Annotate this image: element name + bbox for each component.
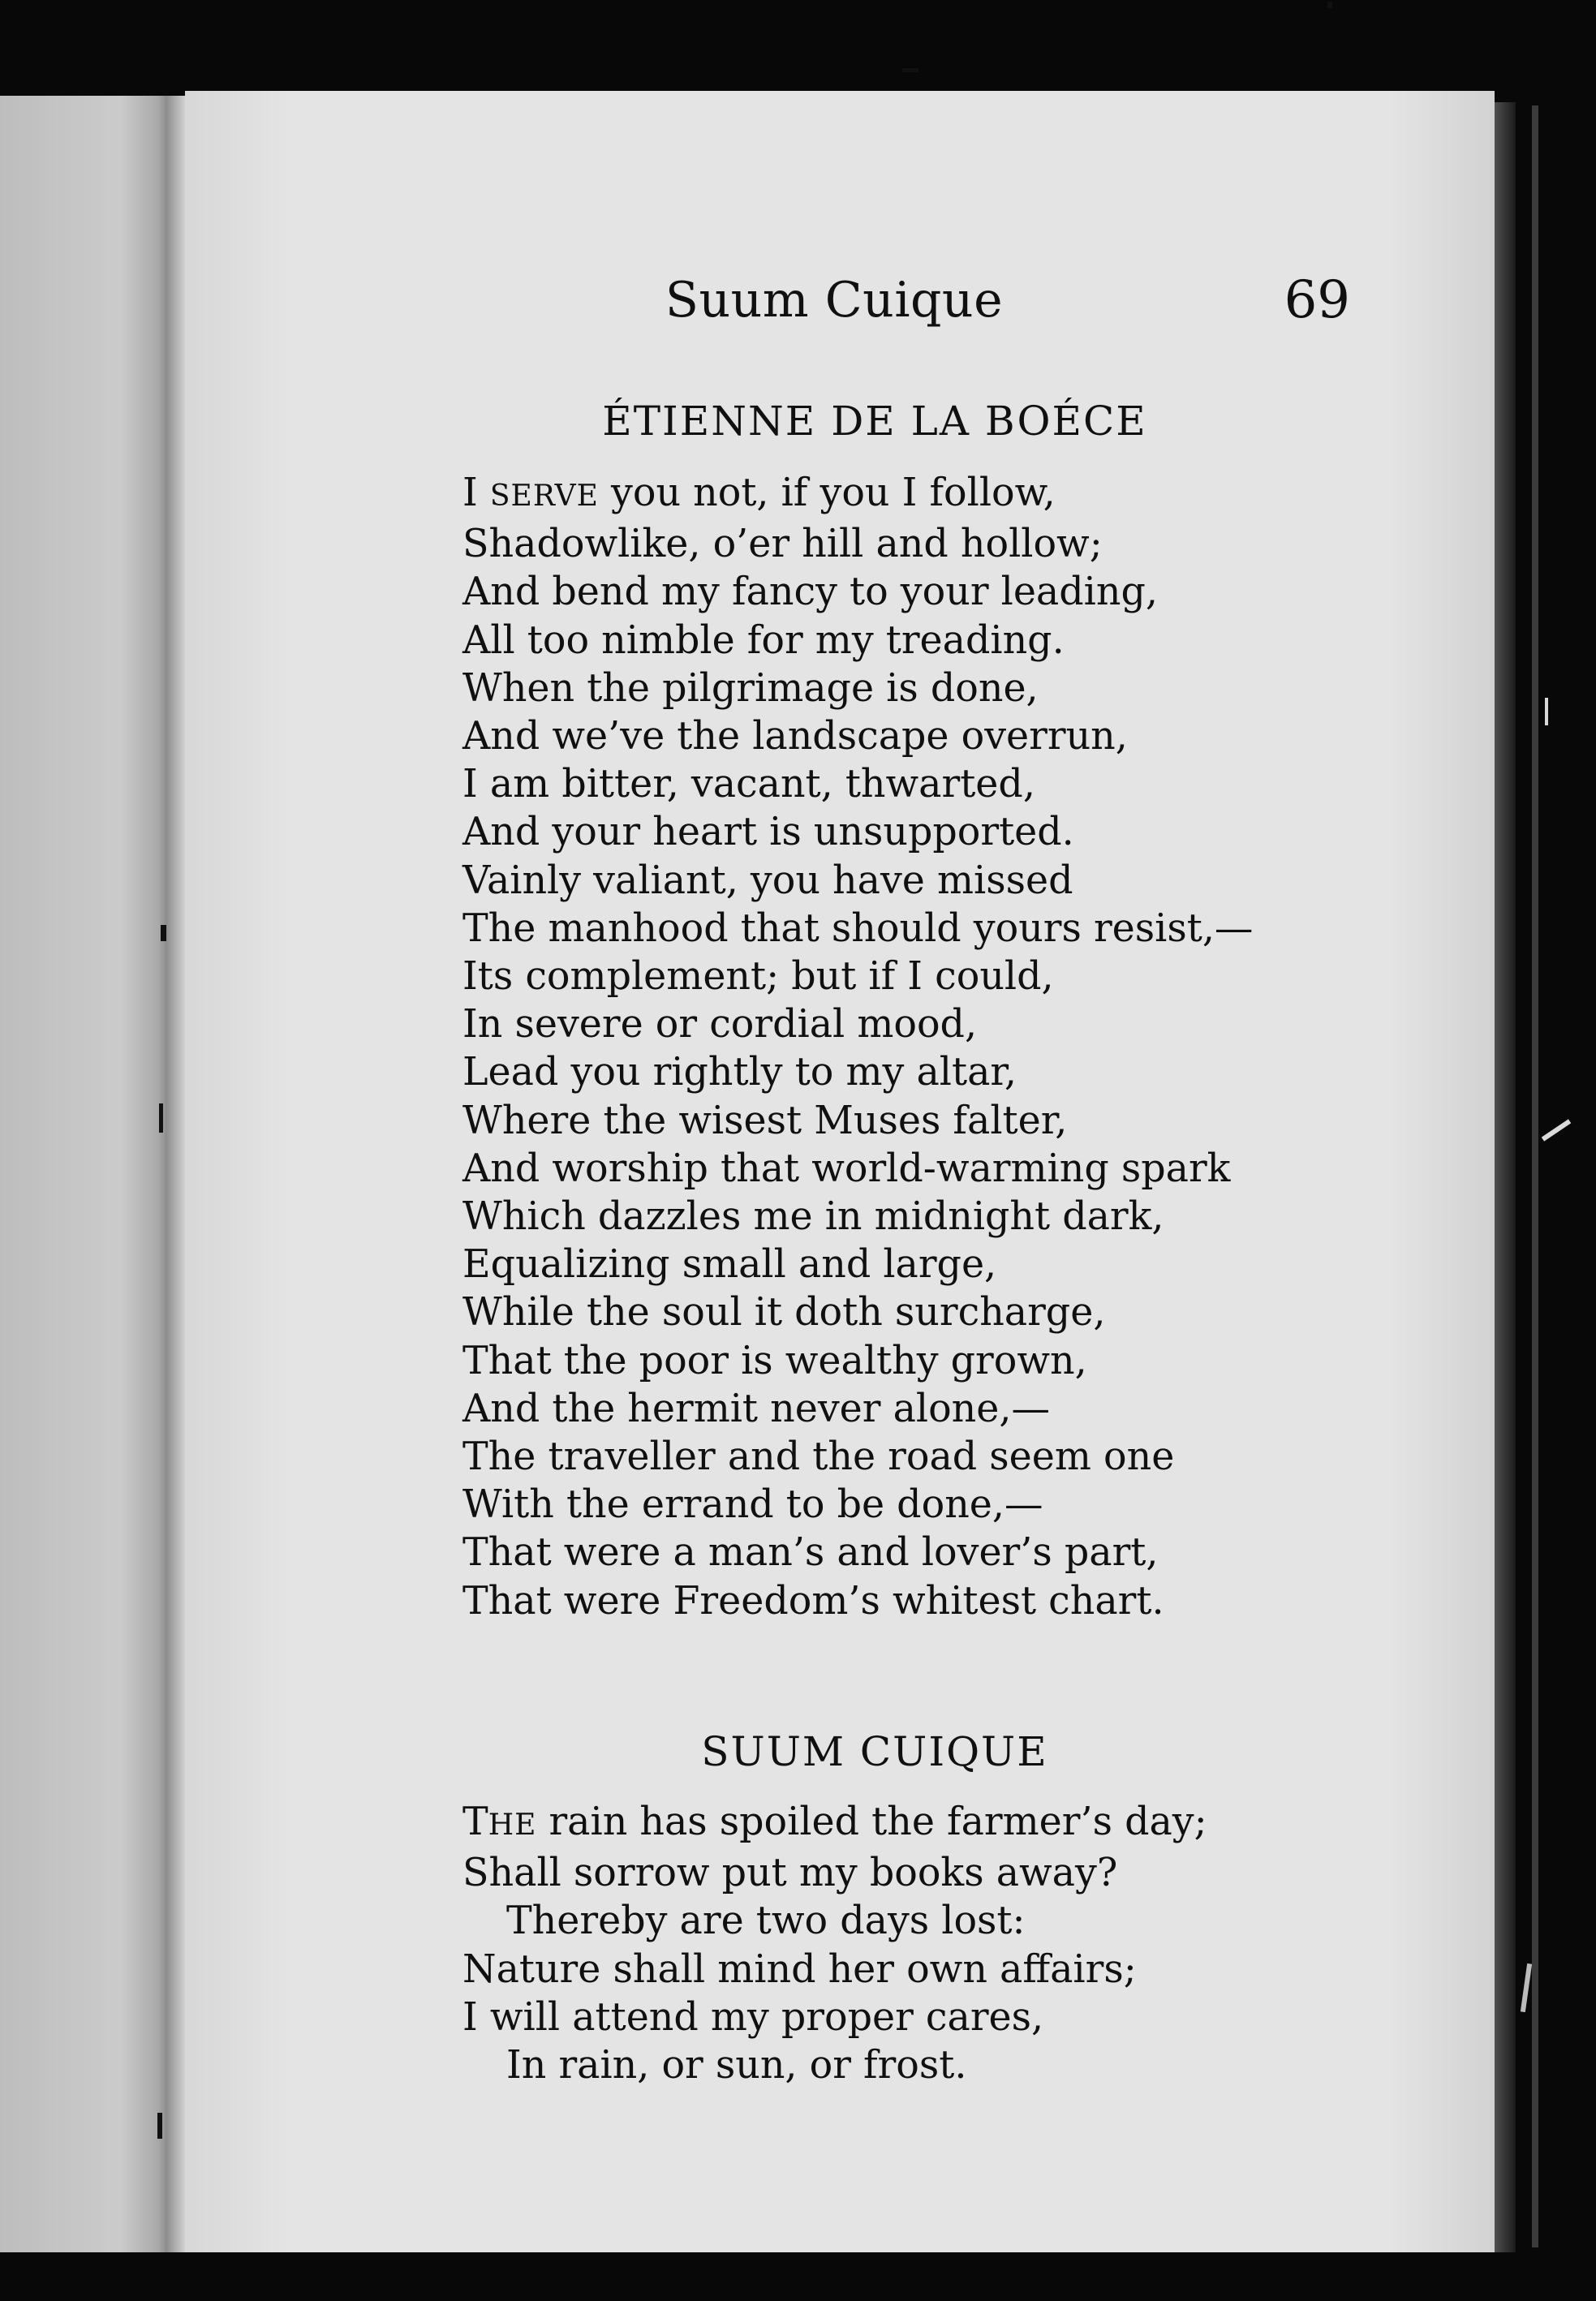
book-page [185, 91, 1495, 2252]
poem-line: Which dazzles me in midnight dark, [462, 1194, 1164, 1240]
scan-mark [902, 68, 918, 72]
scan-mark [1542, 1119, 1572, 1141]
poem-line: I will attend my proper cares, [462, 1994, 1044, 2040]
poem-line: Vainly valiant, you have missed [462, 858, 1073, 903]
poem-suum-cuique-lines [462, 1798, 1436, 2089]
poem-line: When the pilgrimage is done, [462, 665, 1039, 711]
poem-title-etienne: ÉTIENNE DE LA BOÉCE [602, 398, 1147, 445]
poem-line: And worship that world-warming spark [462, 1146, 1231, 1191]
poem-line: That were a man’s and lover’s part, [462, 1530, 1159, 1576]
poem-line: The traveller and the road seem one [462, 1434, 1175, 1480]
small-caps-opening-word: HE [488, 1809, 537, 1842]
small-caps-opening-word: SERVE [489, 480, 599, 513]
scan-mark [1327, 2, 1332, 8]
poem-line: Shadowlike, o’er hill and hollow; [462, 522, 1103, 567]
poem-line: That the poor is wealthy grown, [462, 1338, 1087, 1383]
page-number: 69 [1284, 270, 1350, 330]
poem-line: Shall sorrow put my books away? [462, 1851, 1118, 1896]
scan-mark [1521, 1963, 1532, 2012]
poem-line: I SERVE you not, if you I follow, [462, 471, 1056, 515]
scan-mark [161, 925, 166, 941]
page-content [185, 91, 1495, 2252]
poem-line: Equalizing small and large, [462, 1242, 997, 1288]
poem-line: With the errand to be done,— [462, 1482, 1043, 1528]
poem-title-suum-cuique: SUUM CUIQUE [701, 1728, 1048, 1775]
poem-line: And the hermit never alone,— [462, 1386, 1050, 1431]
scan-mark [159, 1103, 163, 1133]
poem-line: I am bitter, vacant, thwarted, [462, 762, 1035, 807]
poem-line: While the soul it doth surcharge, [462, 1290, 1106, 1335]
left-page-edge [0, 96, 172, 2252]
poem-line: And your heart is unsupported. [462, 810, 1074, 855]
poem-etienne-lines [462, 469, 1436, 1625]
poem-line: And we’ve the landscape overrun, [462, 714, 1128, 759]
poem-line: Nature shall mind her own affairs; [462, 1946, 1137, 1992]
poem-line: In rain, or sun, or frost. [506, 2043, 967, 2088]
poem-line: That were Freedom’s whitest chart. [462, 1578, 1164, 1624]
poem-line: THE rain has spoiled the farmer’s day; [462, 1800, 1207, 1844]
scan-mark [157, 2113, 162, 2139]
poem-line: And bend my fancy to your leading, [462, 570, 1158, 615]
right-page-edge [1495, 102, 1516, 2252]
running-title: Suum Cuique [665, 272, 1004, 329]
poem-line: Lead you rightly to my altar, [462, 1050, 1017, 1095]
poem-line: Where the wisest Muses falter, [462, 1098, 1068, 1143]
poem-line: All too nimble for my treading. [462, 617, 1065, 663]
binding-edge [1532, 105, 1538, 2247]
scan-mark [1545, 698, 1548, 725]
poem-line: Thereby are two days lost: [506, 1899, 1026, 1944]
poem-line: Its complement; but if I could, [462, 954, 1054, 1000]
poem-line: The manhood that should yours resist,— [462, 905, 1254, 951]
poem-line: In severe or cordial mood, [462, 1002, 978, 1047]
